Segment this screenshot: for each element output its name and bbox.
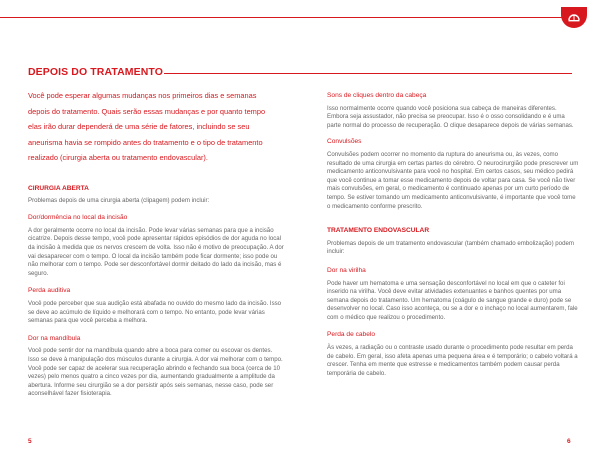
jaw-pain-title: Dor na mandíbula	[28, 334, 81, 342]
brain-icon	[568, 13, 580, 22]
hearing-loss-text: Você pode perceber que sua audição está abafada no ouvido do mesmo lado da incisão. Isso se deve ao acúmulo de líquido e melhorará com o tempo. No entanto, pode levar várias semanas para que você perceba a melhora.	[28, 299, 282, 325]
brand-logo	[561, 7, 587, 28]
cirurgia-intro: Problemas depois de uma cirurgia aberta (clipagem) podem incluir:	[28, 196, 210, 204]
left-column	[28, 185, 284, 399]
click-sounds-text: Isso normalmente ocorre quando você posiciona sua cabeça de maneiras diferentes. Embora seja assustador, não precisa se preocupar. Isso é o osso consolidando e é uma parte normal do processo de recuperação. O clique desaparece depois de várias semanas.	[327, 104, 574, 129]
hair-loss-title: Perda de cabelo	[327, 331, 376, 339]
endovascular-intro: Problemas depois de um tratamento endovascular (também chamado embolização) podem incluir:	[327, 239, 574, 256]
jaw-pain-text: Você pode sentir dor na mandíbula quando abre a boca para comer ou escovar os dentes. Isso se deve à manipulação dos músculos durante a cirurgia. A dor vai melhorar com o tempo. Você pode ser capaz de acelerar sua recuperação abrindo e fechando sua boca (cerca de 10 vezes) pelo menos quatro a cinco vezes por dia, aumentando gradualmente a amplitude da abertura. Informe seu cirurgião se a dor persistir após seis semanas, nesse caso, pode ser aconselhável fazer fisioterapia.	[28, 347, 283, 398]
page-number-right: 6	[567, 438, 571, 445]
incision-pain-text: A dor geralmente ocorre no local da incisão. Pode levar várias semanas para que a incisão cicatrize. Depois desse tempo, você pode apresentar rápidos episódios de dor aguda no local da incisão à medida que os nervos crescem de volta. Isso não é motivo de preocupação. A dor vai desaparecer com o tempo. O local da incisão também pode ficar dormente; isso pode ou não melhorar com o tempo. Pode ser desconfortável dormir deitado do lado da incisão, mas é seguro.	[28, 226, 284, 277]
seizures-text: Convulsões podem ocorrer no momento da ruptura do aneurisma ou, às vezes, como resultado de uma cirurgia em certas partes do cérebro. O neurocirurgião pode prescrever um medicamento anticonvulsivante para você no hospital. Em certos casos, seu médico pedirá que você continue a tomar esse medicamento depois de voltar para casa. Se você não tiver mais convulsões, em geral, o medicamento é continuado apenas por um curto período de tempo. Se estiver tomando um medicamento anticonvulsivante, é importante que você tome o medicamento conforme prescrito.	[327, 150, 579, 210]
header-rule	[0, 17, 562, 18]
right-column	[327, 92, 579, 378]
click-sounds-title: Sons de cliques dentro da cabeça	[327, 92, 427, 99]
hair-loss-text: Às vezes, a radiação ou o contraste usado durante o procedimento pode resultar em perda de cabelo. Em geral, isso afeta apenas uma pequena área e é temporário; o cabelo voltará a crescer. Tenha em mente que estresse e medicamentos também podem causar perda temporária de cabelo.	[327, 344, 578, 377]
cirurgia-heading: CIRURGIA ABERTA	[28, 185, 89, 192]
incision-pain-title: Dor/dormência no local da incisão	[28, 214, 128, 222]
groin-pain-text: Pode haver um hematoma e uma sensação desconfortável no local em que o cateter foi inserido na virilha. Você deve evitar atividades extenuantes e banhos quentes por uma semana depois do tratamento. Um hematoma (coágulo de sangue grande e duro) pode se desenvolver no local. Caso isso aconteça, ou se a dor e o inchaço no local aumentarem, fale com o médico que realizou o procedimento.	[327, 279, 578, 321]
endovascular-heading: TRATAMENTO ENDOVASCULAR	[327, 227, 430, 235]
groin-pain-title: Dor na virilha	[327, 266, 366, 274]
seizures-title: Convulsões	[327, 138, 362, 146]
section-title-rule	[164, 73, 572, 74]
intro-paragraph: Você pode esperar algumas mudanças nos primeiros dias e semanas depois do tratamento. Quais serão essas mudanças e por quanto tempo elas irão durar dependerá de uma série de fatores, incluindo se seu aneurisma havia se rompido antes do tratamento e o tipo de tratamento realizado (cirurgia aberta ou tratamento endovascular).	[28, 91, 266, 163]
page-number-left: 5	[28, 438, 32, 445]
hearing-loss-title: Perda auditiva	[28, 287, 71, 295]
section-title: DEPOIS DO TRATAMENTO	[28, 66, 164, 78]
